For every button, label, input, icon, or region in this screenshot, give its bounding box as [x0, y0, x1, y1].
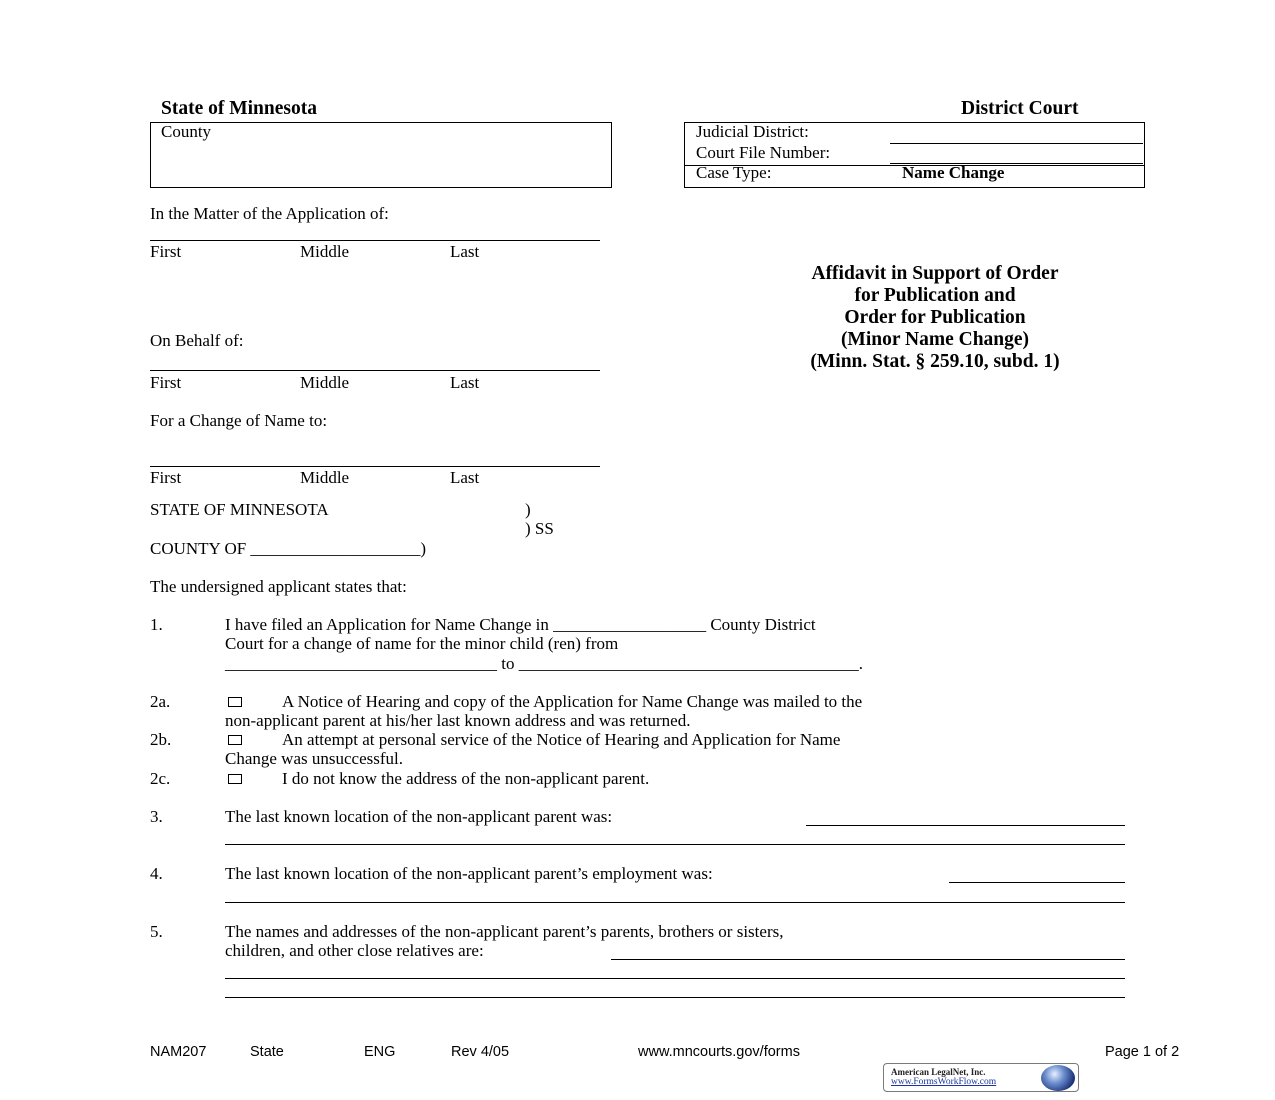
american-legalnet-logo[interactable]: [883, 1063, 1079, 1092]
venue-county[interactable]: COUNTY OF ____________________): [150, 539, 427, 558]
title-line-5: (Minn. Stat. § 259.10, subd. 1): [810, 351, 1060, 372]
item-5-answer-line-1[interactable]: [611, 959, 1125, 960]
minor-middle-label: Middle: [300, 373, 350, 392]
logo-url[interactable]: www.FormsWorkFlow.com: [891, 1077, 997, 1087]
item-2a-checkbox[interactable]: [228, 697, 242, 707]
venue-state: STATE OF MINNESOTA: [150, 500, 329, 519]
footer-page-number: Page 1 of 2: [1105, 1044, 1180, 1060]
item-2b-checkbox[interactable]: [228, 735, 242, 745]
item-5-answer-line-2[interactable]: [225, 978, 1125, 979]
on-behalf-label: On Behalf of:: [150, 331, 244, 350]
minor-first-label: First: [150, 373, 182, 392]
item-2c-number: 2c.: [150, 769, 171, 788]
item-2c-text: I do not know the address of the non-applicant parent.: [282, 769, 650, 788]
footer-url[interactable]: www.mncourts.gov/forms: [638, 1044, 800, 1060]
court-file-number-label: Court File Number:: [696, 143, 831, 162]
item-4-answer-line-1[interactable]: [949, 882, 1125, 883]
title-line-1: Affidavit in Support of Order: [811, 263, 1059, 284]
applicant-last-label: Last: [450, 242, 480, 261]
matter-label: In the Matter of the Application of:: [150, 204, 389, 223]
applicant-first-label: First: [150, 242, 182, 261]
globe-icon: [1041, 1065, 1075, 1091]
item-5-number: 5.: [150, 922, 163, 941]
item-4-answer-line-2[interactable]: [225, 902, 1125, 903]
new-last-label: Last: [450, 468, 480, 487]
item-2b-number: 2b.: [150, 730, 172, 749]
title-line-3: Order for Publication: [844, 307, 1026, 328]
title-line-2: for Publication and: [854, 285, 1016, 306]
item-2a-number: 2a.: [150, 692, 171, 711]
footer-jurisdiction: State: [250, 1044, 284, 1060]
minor-name-field[interactable]: [150, 370, 600, 371]
case-type-value: Name Change: [902, 163, 1005, 182]
intro-text: The undersigned applicant states that:: [150, 577, 407, 596]
item-4-text: The last known location of the non-applicant parent’s employment was:: [225, 864, 713, 883]
item-4-number: 4.: [150, 864, 163, 883]
item-2b-line-2: Change was unsuccessful.: [225, 749, 403, 768]
item-5-answer-line-3[interactable]: [225, 997, 1125, 998]
judicial-district-field[interactable]: [890, 143, 1143, 144]
new-first-label: First: [150, 468, 182, 487]
item-2b-line-1: An attempt at personal service of the Notice of Hearing and Application for Name: [282, 730, 841, 749]
judicial-district-label: Judicial District:: [696, 122, 809, 141]
change-name-label: For a Change of Name to:: [150, 411, 328, 430]
item-3-answer-line-2[interactable]: [225, 844, 1125, 845]
item-5-line-1: The names and addresses of the non-applicant parent’s parents, brothers or sisters,: [225, 922, 784, 941]
footer-form-id: NAM207: [150, 1044, 207, 1060]
applicant-middle-label: Middle: [300, 242, 350, 261]
item-1-line-3[interactable]: ________________________________ to ________________________________________.: [225, 654, 863, 673]
case-type-label: Case Type:: [696, 163, 772, 182]
document-title: [735, 263, 1135, 373]
item-1-number: 1.: [150, 615, 163, 634]
state-heading: State of Minnesota: [161, 98, 317, 119]
item-1-line-2: Court for a change of name for the minor child (ren) from: [225, 634, 619, 653]
item-3-text: The last known location of the non-applicant parent was:: [225, 807, 613, 826]
title-line-4: (Minor Name Change): [840, 329, 1030, 350]
new-name-field[interactable]: [150, 466, 600, 467]
footer-language: ENG: [364, 1044, 396, 1060]
item-3-number: 3.: [150, 807, 163, 826]
county-box[interactable]: [150, 122, 612, 188]
county-label: County: [161, 122, 212, 141]
item-2a-line-2: non-applicant parent at his/her last known address and was returned.: [225, 711, 691, 730]
footer-revision: Rev 4/05: [451, 1044, 510, 1060]
item-3-answer-line-1[interactable]: [806, 825, 1125, 826]
applicant-name-field[interactable]: [150, 240, 600, 241]
new-middle-label: Middle: [300, 468, 350, 487]
item-5-line-2: children, and other close relatives are:: [225, 941, 484, 960]
item-2c-checkbox[interactable]: [228, 774, 242, 784]
minor-last-label: Last: [450, 373, 480, 392]
logo-company-name: American LegalNet, Inc.: [891, 1067, 986, 1077]
court-heading: District Court: [961, 98, 1079, 119]
venue-paren: ): [525, 500, 531, 519]
item-1-line-1: I have filed an Application for Name Change in __________________ County District: [225, 615, 816, 634]
item-2a-line-1: A Notice of Hearing and copy of the Application for Name Change was mailed to the: [282, 692, 863, 711]
venue-ss: ) SS: [525, 519, 554, 538]
